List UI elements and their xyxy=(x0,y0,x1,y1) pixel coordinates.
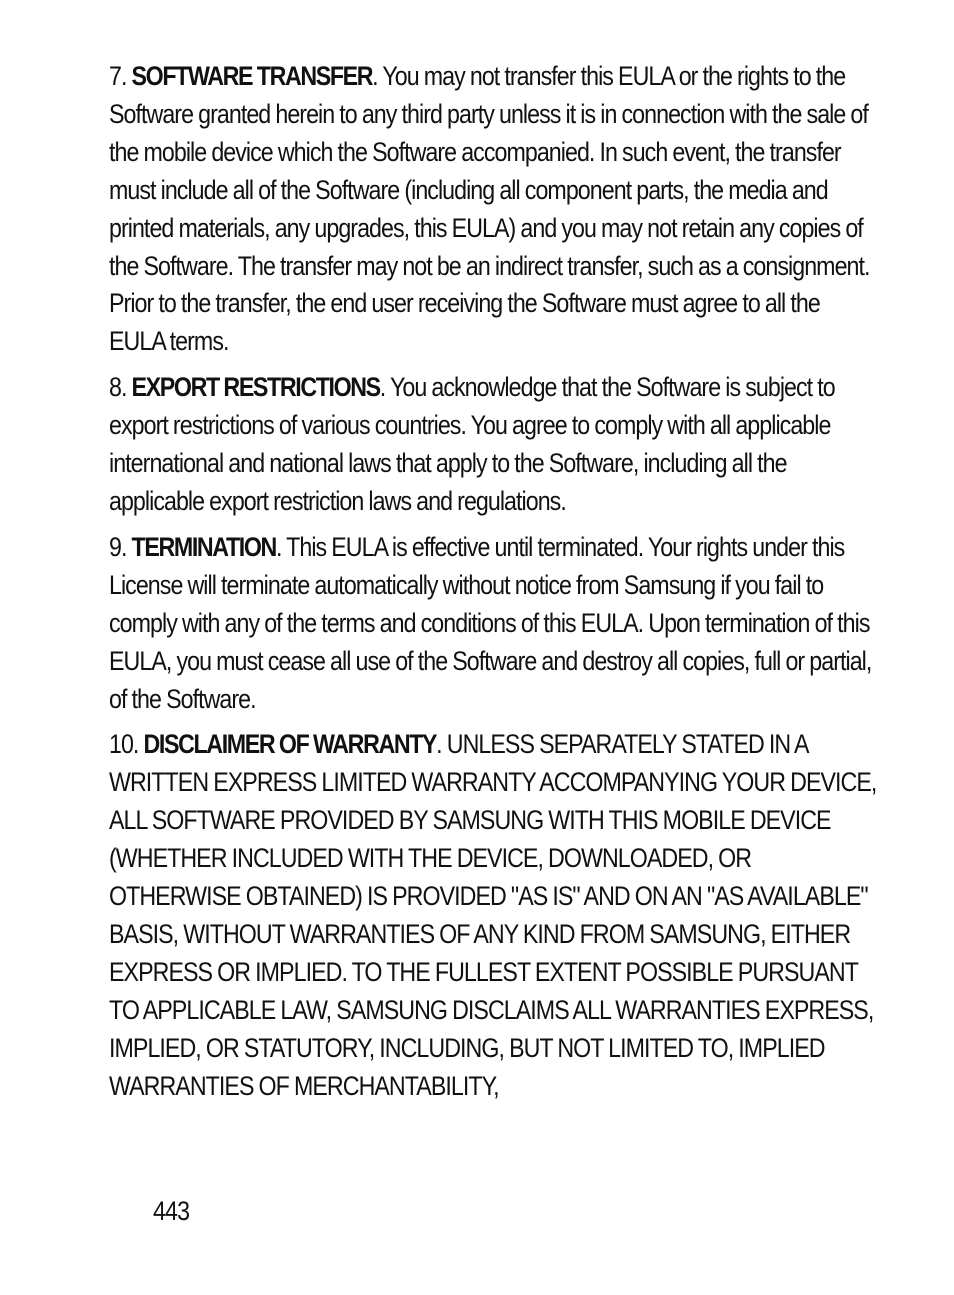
section-heading: TERMINATION xyxy=(131,531,276,562)
section-number: 10. xyxy=(109,729,144,760)
section-heading: SOFTWARE TRANSFER xyxy=(131,61,373,91)
section-number: 9. xyxy=(109,531,132,562)
section-body: . This EULA is effective until terminated. Your rights under this License will terminate automatically without notice from Samsung if you fail to comply with any of the terms and conditions of this EULA. Upon termination of this EULA, you must cease all use of the Software and destroy all copies, full or partial, of the Software. xyxy=(109,531,872,714)
section-heading: EXPORT RESTRICTIONS xyxy=(131,372,380,403)
section-8 xyxy=(109,369,879,521)
section-body: . UNLESS SEPARATELY STATED IN A WRITTEN EXPRESS LIMITED WARRANTY ACCOMPANYING YOUR DEVICE, ALL SOFTWARE PROVIDED BY SAMSUNG WITH THIS MOBILE DEVICE (WHETHER INCLUDED WITH THE DEVICE, DOWNLOADED, OR OTHERWISE OBTAINED) IS PROVIDED "AS IS" AND ON AN "AS AVAILABLE" BASIS, WITHOUT WARRANTIES OF ANY KIND FROM SAMSUNG, EITHER EXPRESS OR IMPLIED. TO THE FULLEST EXTENT POSSIBLE PURSUANT TO APPLICABLE LAW, SAMSUNG DISCLAIMS ALL WARRANTIES EXPRESS, IMPLIED, OR STATUTORY, INCLUDING, BUT NOT LIMITED TO, IMPLIED WARRANTIES OF MERCHANTABILITY, xyxy=(109,729,877,1101)
page-number: 443 xyxy=(153,1196,190,1226)
section-heading: DISCLAIMER OF WARRANTY xyxy=(143,729,437,760)
document-page xyxy=(109,58,879,1113)
section-10 xyxy=(109,726,879,1105)
section-number: 8. xyxy=(109,372,132,403)
section-body: . You may not transfer this EULA or the rights to the Software granted herein to any third party unless it is in connection with the sale of the mobile device which the Software accompanied. In such event, the transfer must include all of the Software (including all component parts, the media and printed materials, any upgrades, this EULA) and you may not retain any copies of the Software. The transfer may not be an indirect transfer, such as a consignment. Prior to the transfer, the end user receiving the Software must agree to all the EULA terms. xyxy=(109,61,870,357)
section-9 xyxy=(109,529,879,719)
section-number: 7. xyxy=(109,61,132,91)
section-7 xyxy=(109,58,879,361)
section-body: . You acknowledge that the Software is subject to export restrictions of various countries. You agree to comply with all applicable international and national laws that apply to the Software, including all the applicable export restriction laws and regulations. xyxy=(109,372,835,516)
